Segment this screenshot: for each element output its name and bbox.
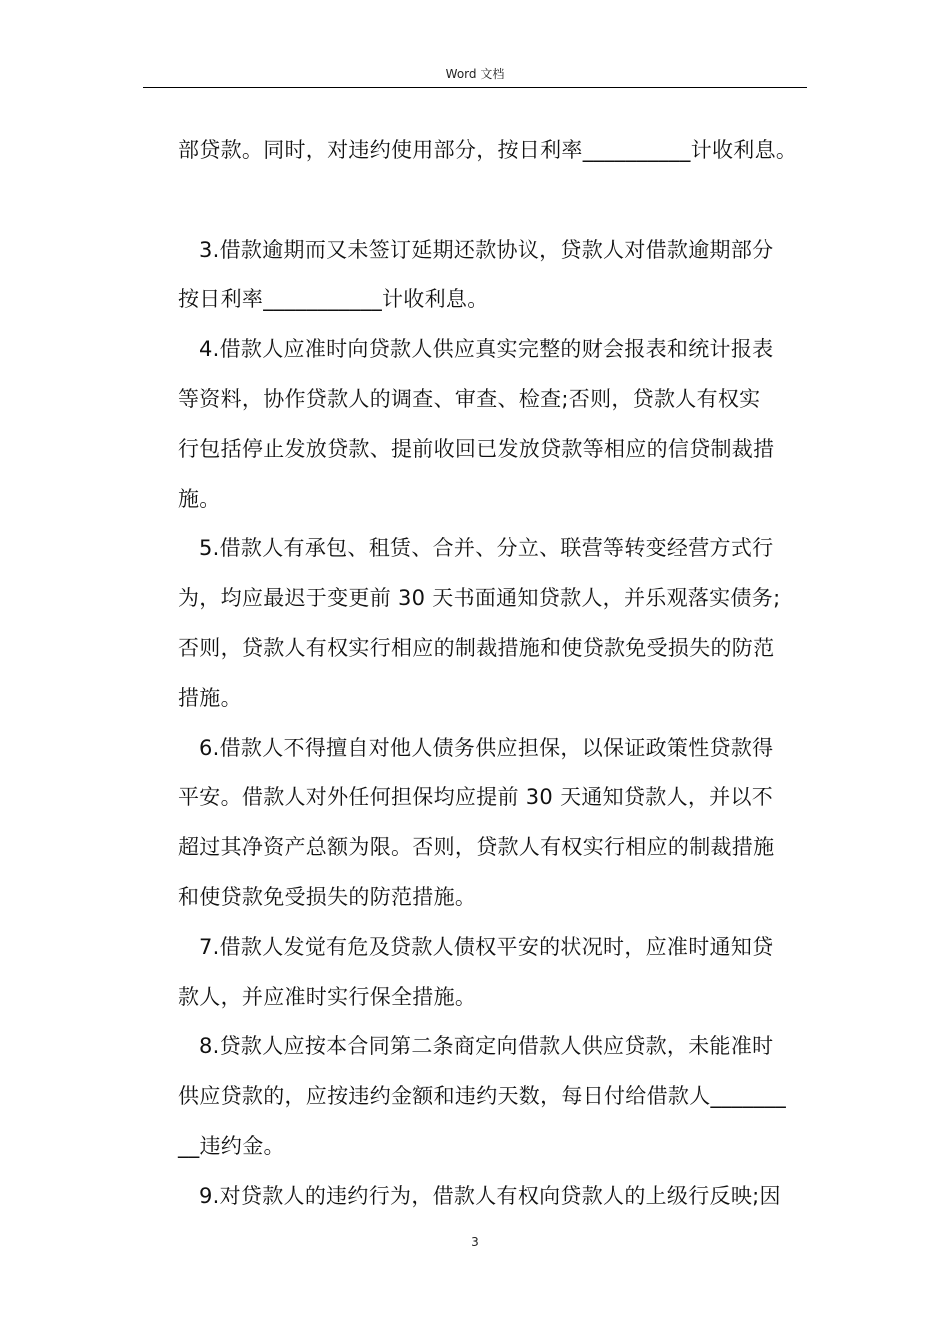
text-line: 等资料，协作贷款人的调查、审查、检查;否则，贷款人有权实 (178, 386, 761, 411)
text-line: 供应贷款的，应按违约金额和违约天数，每日付给借款人_______ (178, 1084, 787, 1109)
text-line: 为，均应最迟于变更前 30 天书面通知贷款人，并乐观落实债务; (178, 586, 781, 611)
page-header (0, 66, 950, 82)
text-line: 7.借款人发觉有危及贷款人债权平安的状况时，应准时通知贷 (199, 934, 774, 959)
text-line: 施。 (178, 486, 221, 511)
text-line: 平安。借款人对外任何担保均应提前 30 天通知贷款人，并以不 (178, 785, 774, 810)
text-line: 行包括停止发放贷款、提前收回已发放贷款等相应的信贷制裁措 (178, 436, 775, 461)
text-line: 9.对贷款人的违约行为，借款人有权向贷款人的上级行反映;因 (199, 1183, 781, 1208)
page-number: 3 (471, 1235, 479, 1249)
page-footer (0, 1234, 950, 1250)
text-line: 5.借款人有承包、租赁、合并、分立、联营等转变经营方式行 (199, 536, 774, 561)
paragraph-gap (178, 176, 818, 226)
header-divider (143, 87, 807, 88)
text-line: 款人，并应准时实行保全措施。 (178, 984, 477, 1009)
text-line: 8.贷款人应按本合同第二条商定向借款人供应贷款，未能准时 (199, 1034, 774, 1059)
text-line: 4.借款人应准时向贷款人供应真实完整的财会报表和统计报表 (199, 337, 774, 362)
text-line: 部贷款。同时，对违约使用部分，按日利率__________计收利息。 (178, 138, 798, 162)
document-body (178, 126, 818, 1222)
text-line: 措施。 (178, 685, 242, 710)
text-line: 6.借款人不得擅自对他人债务供应担保，以保证政策性贷款得 (199, 735, 774, 760)
text-line: __违约金。 (178, 1133, 285, 1158)
header-title: Word 文档 (445, 67, 505, 81)
text-line: 超过其净资产总额为限。否则，贷款人有权实行相应的制裁措施 (178, 835, 775, 860)
text-line: 按日利率___________计收利息。 (178, 287, 489, 312)
text-line: 和使贷款免受损失的防范措施。 (178, 884, 477, 909)
text-line: 3.借款逾期而又未签订延期还款协议，贷款人对借款逾期部分 (199, 237, 774, 262)
text-line: 否则，贷款人有权实行相应的制裁措施和使贷款免受损失的防范 (178, 635, 775, 660)
